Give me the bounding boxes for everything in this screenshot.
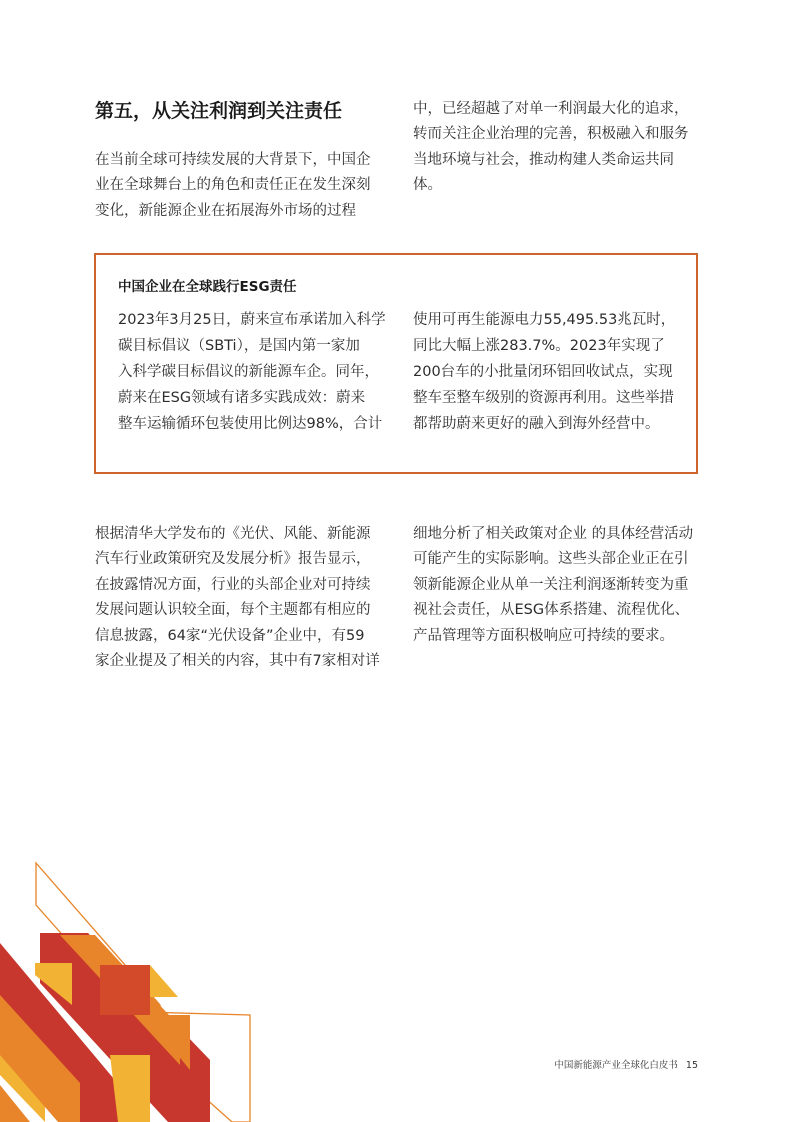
stripe-red (100, 965, 150, 1015)
text-line: 体。 (413, 177, 442, 194)
text-line: 信息披露，64家“光伏设备”企业中，有59 (95, 627, 365, 644)
text-line: 产品管理等方面积极响应可持续的要求。 (413, 627, 674, 644)
text-line: 视社会责任，从ESG体系搭建、流程优化、 (413, 602, 690, 619)
text-line: 都帮助蔚来更好的融入到海外经营中。 (413, 416, 660, 432)
esg-case-box (94, 253, 698, 474)
text-line: 家企业提及了相关的内容，其中有7家相对详 (95, 653, 380, 670)
text-line: 碳目标倡议（SBTi），是国内第一家加 (118, 338, 360, 354)
text-line: 发展问题认识较全面，每个主题都有相应的 (95, 602, 371, 619)
text-line: 200台车的小批量闭环铝回收试点，实现 (413, 364, 673, 380)
text-line: 业在全球舞台上的角色和责任正在发生深刻 (95, 177, 371, 194)
section-heading: 第五，从关注利润到关注责任 (95, 100, 343, 122)
stripe-yellow (150, 965, 178, 997)
text-line: 蔚来在ESG领域有诸多实践成效：蔚来 (118, 390, 366, 406)
report-paragraph-left (95, 522, 395, 674)
text-line: 中，已经超越了对单一利润最大化的追求， (413, 101, 689, 117)
text-line: 同比大幅上涨283.7%。2023年实现了 (413, 338, 665, 354)
text-line: 在当前全球可持续发展的大背景下，中国企 (95, 152, 371, 168)
case-text-left (118, 307, 393, 437)
text-line: 整车运输循环包装使用比例达98%，合计 (118, 416, 383, 432)
text-line: 使用可再生能源电力55,495.53兆瓦时， (413, 312, 676, 328)
text-line: 可能产生的实际影响。这些头部企业正在引 (413, 551, 689, 568)
report-paragraph-right (413, 522, 703, 649)
text-line: 转而关注企业治理的完善，积极融入和服务 (413, 126, 689, 143)
text-line: 领新能源企业从单一关注利润逐渐转变为重 (413, 576, 689, 593)
case-box-title: 中国企业在全球践行ESG责任 (118, 279, 297, 295)
decorative-stripes-graphic (0, 855, 260, 1122)
page-number: 15 (685, 1060, 698, 1071)
text-line: 变化，新能源企业在拓展海外市场的过程 (95, 202, 356, 219)
text-line: 入科学碳目标倡议的新能源车企。同年， (118, 364, 379, 380)
text-line: 根据清华大学发布的《光伏、风能、新能源 (95, 526, 371, 542)
text-line: 在披露情况方面，行业的头部企业对可持续 (95, 576, 371, 593)
footer-doc-title: 中国新能源产业全球化白皮书 (554, 1060, 678, 1071)
case-text-right (413, 307, 688, 437)
text-line: 汽车行业政策研究及发展分析》报告显示， (95, 551, 371, 568)
text-line: 整车至整车级别的资源再利用。这些举措 (413, 390, 674, 406)
intro-paragraph-left (95, 148, 395, 224)
page-footer (554, 1057, 698, 1071)
text-line: 当地环境与社会，推动构建人类命运共同 (413, 151, 674, 168)
text-line: 细地分析了相关政策对企业 的具体经营活动 (413, 526, 694, 542)
text-line: 2023年3月25日，蔚来宣布承诺加入科学 (118, 312, 386, 328)
intro-paragraph-right (413, 97, 703, 199)
